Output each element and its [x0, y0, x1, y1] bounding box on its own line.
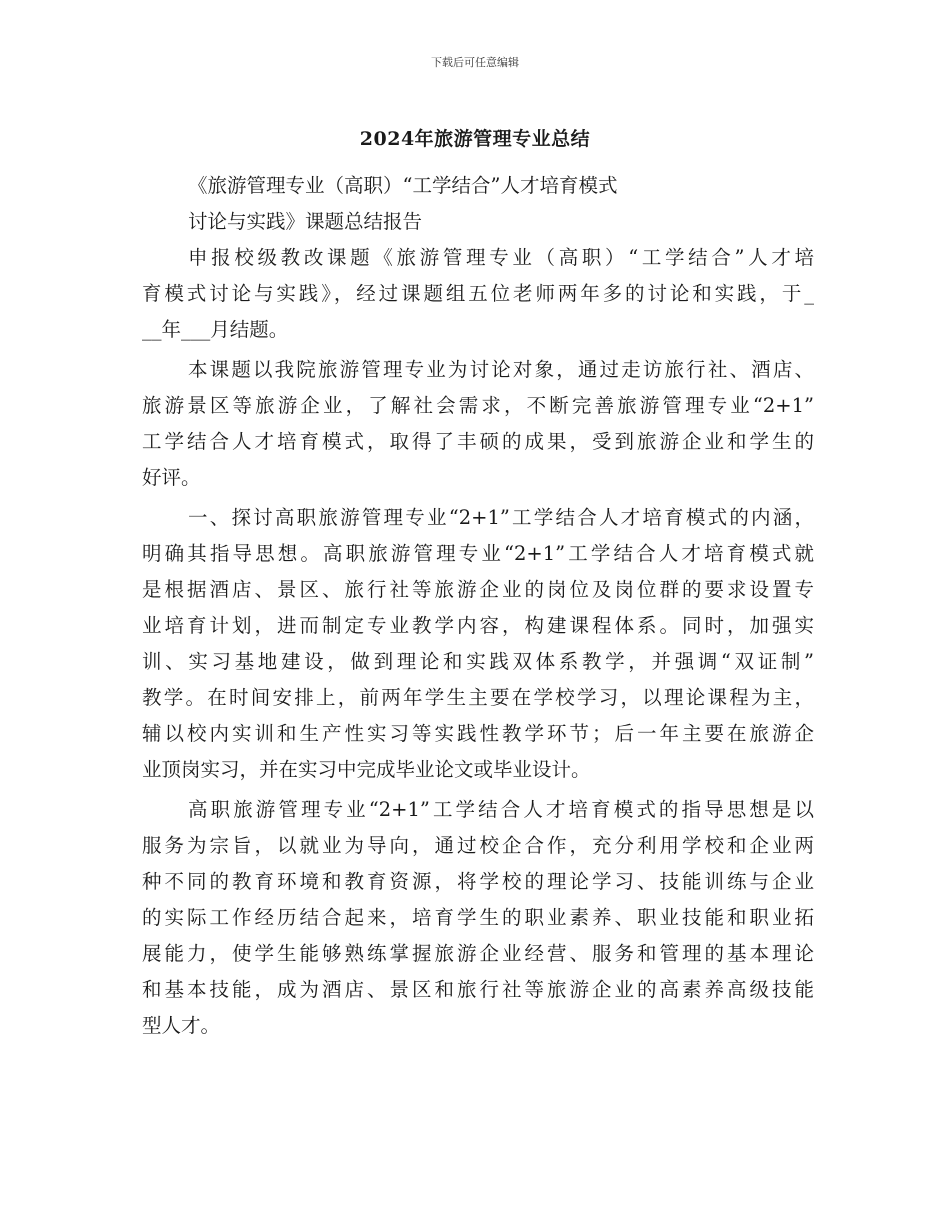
text-line: 服务为宗旨，以就业为导向，通过校企合作，充分利用学校和企业两: [142, 834, 814, 857]
text-line: 《旅游管理专业（高职）“工学结合”人才培育模式: [188, 174, 618, 197]
text-line: 本课题以我院旅游管理专业为讨论对象，通过走访旅行社、酒店、: [188, 358, 814, 381]
text-line: 教学。在时间安排上，前两年学生主要在学校学习，以理论课程为主，: [142, 686, 814, 709]
text-line: 种不同的教育环境和教育资源，将学校的理论学习、技能训练与企业: [142, 870, 814, 893]
text-line: 申报校级教改课题《旅游管理专业（高职）“工学结合”人才培: [188, 246, 814, 269]
text-line: 业顶岗实习，并在实习中完成毕业论文或毕业设计。: [142, 758, 591, 781]
text-line: 一、探讨高职旅游管理专业“2+1”工学结合人才培育模式的内涵，: [188, 506, 814, 529]
text-line: __年___月结题。: [142, 318, 289, 341]
text-line: 明确其指导思想。高职旅游管理专业“2+1”工学结合人才培育模式就: [142, 542, 814, 565]
text-line: 高职旅游管理专业“2+1”工学结合人才培育模式的指导思想是以: [188, 798, 814, 821]
text-line: 好评。: [142, 466, 201, 489]
text-line: 的实际工作经历结合起来，培育学生的职业素养、职业技能和职业拓: [142, 906, 814, 929]
document-body: [142, 168, 814, 1044]
text-line: 育模式讨论与实践》，经过课题组五位老师两年多的讨论和实践，于_: [142, 282, 814, 305]
text-line: 训、实习基地建设，做到理论和实践双体系教学，并强调“双证制”: [142, 650, 814, 673]
text-line: 旅游景区等旅游企业，了解社会需求，不断完善旅游管理专业“2+1”: [142, 394, 814, 417]
text-line: 辅以校内实训和生产性实习等实践性教学环节；后一年主要在旅游企: [142, 722, 814, 745]
text-line: 工学结合人才培育模式，取得了丰硕的成果，受到旅游企业和学生的: [142, 430, 814, 453]
text-line: 展能力，使学生能够熟练掌握旅游企业经营、服务和管理的基本理论: [142, 942, 814, 965]
text-line: 型人才。: [142, 1014, 221, 1037]
text-line: 和基本技能，成为酒店、景区和旅行社等旅游企业的高素养高级技能: [142, 978, 814, 1001]
text-line: 讨论与实践》课题总结报告: [188, 210, 423, 233]
document-title: 2024年旅游管理专业总结: [359, 128, 591, 150]
text-line: 业培育计划，进而制定专业教学内容，构建课程体系。同时，加强实: [142, 614, 814, 637]
text-line: 是根据酒店、景区、旅行社等旅游企业的岗位及岗位群的要求设置专: [142, 578, 814, 601]
header-note: 下载后可任意编辑: [431, 56, 519, 69]
